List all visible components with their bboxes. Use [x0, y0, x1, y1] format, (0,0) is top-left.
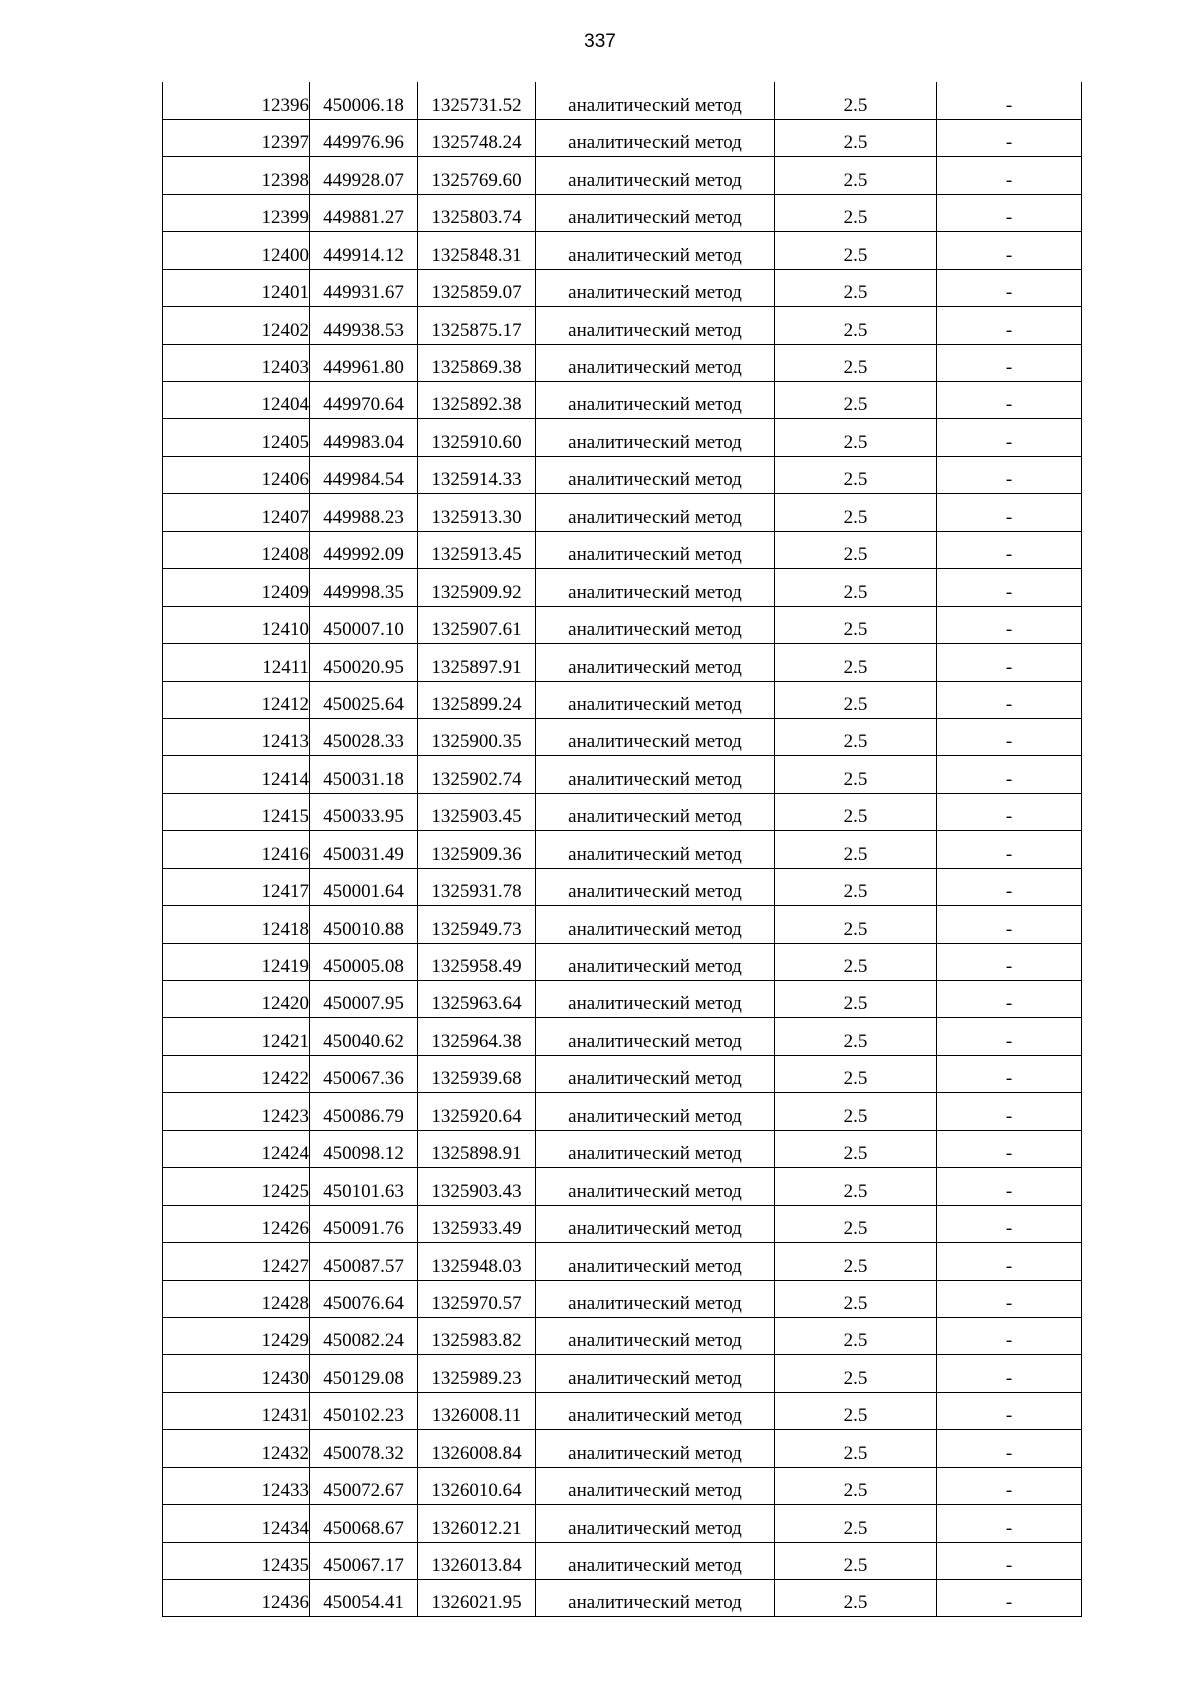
point-number-cell: 12430 — [163, 1355, 310, 1392]
precision-cell: 2.5 — [775, 868, 937, 905]
point-number-cell: 12421 — [163, 1018, 310, 1055]
y-coordinate-cell: 1325931.78 — [418, 868, 536, 905]
x-coordinate-cell: 450067.17 — [310, 1542, 418, 1579]
point-number-cell: 12434 — [163, 1505, 310, 1542]
method-cell: аналитический метод — [536, 1467, 775, 1504]
y-coordinate-cell: 1325875.17 — [418, 307, 536, 344]
y-coordinate-cell: 1325731.52 — [418, 82, 536, 119]
table-row — [163, 1280, 1082, 1317]
method-cell: аналитический метод — [536, 1093, 775, 1130]
x-coordinate-cell: 449961.80 — [310, 344, 418, 381]
table-row — [163, 1055, 1082, 1092]
table-row — [163, 569, 1082, 606]
precision-cell: 2.5 — [775, 1018, 937, 1055]
table-row — [163, 232, 1082, 269]
y-coordinate-cell: 1325913.30 — [418, 494, 536, 531]
x-coordinate-cell: 450033.95 — [310, 793, 418, 830]
method-cell: аналитический метод — [536, 269, 775, 306]
method-cell: аналитический метод — [536, 382, 775, 419]
note-cell: - — [937, 194, 1082, 231]
point-number-cell: 12396 — [163, 82, 310, 119]
y-coordinate-cell: 1325803.74 — [418, 194, 536, 231]
x-coordinate-cell: 450101.63 — [310, 1168, 418, 1205]
method-cell: аналитический метод — [536, 157, 775, 194]
precision-cell: 2.5 — [775, 531, 937, 568]
note-cell: - — [937, 157, 1082, 194]
point-number-cell: 12418 — [163, 906, 310, 943]
y-coordinate-cell: 1325859.07 — [418, 269, 536, 306]
coordinates-table — [162, 82, 1082, 1617]
note-cell: - — [937, 681, 1082, 718]
method-cell: аналитический метод — [536, 456, 775, 493]
point-number-cell: 12398 — [163, 157, 310, 194]
method-cell: аналитический метод — [536, 606, 775, 643]
table-row — [163, 531, 1082, 568]
x-coordinate-cell: 449988.23 — [310, 494, 418, 531]
point-number-cell: 12403 — [163, 344, 310, 381]
x-coordinate-cell: 449881.27 — [310, 194, 418, 231]
y-coordinate-cell: 1325958.49 — [418, 943, 536, 980]
precision-cell: 2.5 — [775, 943, 937, 980]
y-coordinate-cell: 1325913.45 — [418, 531, 536, 568]
method-cell: аналитический метод — [536, 1392, 775, 1429]
x-coordinate-cell: 450031.49 — [310, 831, 418, 868]
y-coordinate-cell: 1325898.91 — [418, 1130, 536, 1167]
note-cell: - — [937, 269, 1082, 306]
method-cell: аналитический метод — [536, 1205, 775, 1242]
method-cell: аналитический метод — [536, 1580, 775, 1617]
x-coordinate-cell: 450086.79 — [310, 1093, 418, 1130]
note-cell: - — [937, 1317, 1082, 1354]
point-number-cell: 12417 — [163, 868, 310, 905]
precision-cell: 2.5 — [775, 1355, 937, 1392]
x-coordinate-cell: 450007.95 — [310, 981, 418, 1018]
precision-cell: 2.5 — [775, 1467, 937, 1504]
point-number-cell: 12433 — [163, 1467, 310, 1504]
table-row — [163, 1355, 1082, 1392]
table-row — [163, 456, 1082, 493]
x-coordinate-cell: 450040.62 — [310, 1018, 418, 1055]
note-cell: - — [937, 82, 1082, 119]
table-row — [163, 1580, 1082, 1617]
precision-cell: 2.5 — [775, 1093, 937, 1130]
table-row — [163, 344, 1082, 381]
precision-cell: 2.5 — [775, 194, 937, 231]
table-row — [163, 1093, 1082, 1130]
note-cell: - — [937, 1467, 1082, 1504]
y-coordinate-cell: 1325963.64 — [418, 981, 536, 1018]
note-cell: - — [937, 1542, 1082, 1579]
table-row — [163, 382, 1082, 419]
note-cell: - — [937, 1130, 1082, 1167]
table-row — [163, 1205, 1082, 1242]
point-number-cell: 12423 — [163, 1093, 310, 1130]
precision-cell: 2.5 — [775, 269, 937, 306]
note-cell: - — [937, 1580, 1082, 1617]
method-cell: аналитический метод — [536, 793, 775, 830]
point-number-cell: 12405 — [163, 419, 310, 456]
x-coordinate-cell: 449938.53 — [310, 307, 418, 344]
note-cell: - — [937, 1018, 1082, 1055]
method-cell: аналитический метод — [536, 1243, 775, 1280]
table-row — [163, 419, 1082, 456]
y-coordinate-cell: 1325902.74 — [418, 756, 536, 793]
method-cell: аналитический метод — [536, 943, 775, 980]
method-cell: аналитический метод — [536, 831, 775, 868]
table-row — [163, 157, 1082, 194]
precision-cell: 2.5 — [775, 1580, 937, 1617]
x-coordinate-cell: 449983.04 — [310, 419, 418, 456]
precision-cell: 2.5 — [775, 307, 937, 344]
table-row — [163, 1243, 1082, 1280]
x-coordinate-cell: 450067.36 — [310, 1055, 418, 1092]
y-coordinate-cell: 1325907.61 — [418, 606, 536, 643]
x-coordinate-cell: 450031.18 — [310, 756, 418, 793]
note-cell: - — [937, 1055, 1082, 1092]
precision-cell: 2.5 — [775, 756, 937, 793]
method-cell: аналитический метод — [536, 307, 775, 344]
method-cell: аналитический метод — [536, 531, 775, 568]
precision-cell: 2.5 — [775, 644, 937, 681]
x-coordinate-cell: 450102.23 — [310, 1392, 418, 1429]
precision-cell: 2.5 — [775, 82, 937, 119]
precision-cell: 2.5 — [775, 119, 937, 156]
method-cell: аналитический метод — [536, 1430, 775, 1467]
note-cell: - — [937, 1205, 1082, 1242]
method-cell: аналитический метод — [536, 569, 775, 606]
note-cell: - — [937, 868, 1082, 905]
x-coordinate-cell: 450028.33 — [310, 718, 418, 755]
point-number-cell: 12422 — [163, 1055, 310, 1092]
note-cell: - — [937, 756, 1082, 793]
method-cell: аналитический метод — [536, 1542, 775, 1579]
point-number-cell: 12406 — [163, 456, 310, 493]
y-coordinate-cell: 1326012.21 — [418, 1505, 536, 1542]
x-coordinate-cell: 450091.76 — [310, 1205, 418, 1242]
table-row — [163, 831, 1082, 868]
method-cell: аналитический метод — [536, 1168, 775, 1205]
method-cell: аналитический метод — [536, 232, 775, 269]
point-number-cell: 12401 — [163, 269, 310, 306]
point-number-cell: 12425 — [163, 1168, 310, 1205]
note-cell: - — [937, 232, 1082, 269]
x-coordinate-cell: 450072.67 — [310, 1467, 418, 1504]
table-row — [163, 718, 1082, 755]
table-row — [163, 1130, 1082, 1167]
point-number-cell: 12426 — [163, 1205, 310, 1242]
method-cell: аналитический метод — [536, 82, 775, 119]
table-row — [163, 981, 1082, 1018]
method-cell: аналитический метод — [536, 419, 775, 456]
precision-cell: 2.5 — [775, 382, 937, 419]
x-coordinate-cell: 450098.12 — [310, 1130, 418, 1167]
note-cell: - — [937, 119, 1082, 156]
point-number-cell: 12428 — [163, 1280, 310, 1317]
precision-cell: 2.5 — [775, 1280, 937, 1317]
precision-cell: 2.5 — [775, 831, 937, 868]
note-cell: - — [937, 906, 1082, 943]
y-coordinate-cell: 1325903.43 — [418, 1168, 536, 1205]
precision-cell: 2.5 — [775, 456, 937, 493]
point-number-cell: 12397 — [163, 119, 310, 156]
table-row — [163, 756, 1082, 793]
x-coordinate-cell: 449928.07 — [310, 157, 418, 194]
coordinates-table-body — [163, 82, 1082, 1617]
y-coordinate-cell: 1325769.60 — [418, 157, 536, 194]
point-number-cell: 12404 — [163, 382, 310, 419]
point-number-cell: 12408 — [163, 531, 310, 568]
table-row — [163, 82, 1082, 119]
precision-cell: 2.5 — [775, 569, 937, 606]
x-coordinate-cell: 450076.64 — [310, 1280, 418, 1317]
table-row — [163, 606, 1082, 643]
table-row — [163, 119, 1082, 156]
note-cell: - — [937, 419, 1082, 456]
method-cell: аналитический метод — [536, 1130, 775, 1167]
note-cell: - — [937, 1168, 1082, 1205]
note-cell: - — [937, 494, 1082, 531]
x-coordinate-cell: 450054.41 — [310, 1580, 418, 1617]
y-coordinate-cell: 1325869.38 — [418, 344, 536, 381]
point-number-cell: 12420 — [163, 981, 310, 1018]
point-number-cell: 12414 — [163, 756, 310, 793]
table-row — [163, 1430, 1082, 1467]
method-cell: аналитический метод — [536, 756, 775, 793]
y-coordinate-cell: 1325909.92 — [418, 569, 536, 606]
precision-cell: 2.5 — [775, 1542, 937, 1579]
precision-cell: 2.5 — [775, 681, 937, 718]
note-cell: - — [937, 1243, 1082, 1280]
y-coordinate-cell: 1325848.31 — [418, 232, 536, 269]
y-coordinate-cell: 1325897.91 — [418, 644, 536, 681]
x-coordinate-cell: 449931.67 — [310, 269, 418, 306]
point-number-cell: 12431 — [163, 1392, 310, 1429]
method-cell: аналитический метод — [536, 1317, 775, 1354]
y-coordinate-cell: 1325939.68 — [418, 1055, 536, 1092]
note-cell: - — [937, 718, 1082, 755]
precision-cell: 2.5 — [775, 981, 937, 1018]
point-number-cell: 12415 — [163, 793, 310, 830]
method-cell: аналитический метод — [536, 344, 775, 381]
method-cell: аналитический метод — [536, 981, 775, 1018]
x-coordinate-cell: 450001.64 — [310, 868, 418, 905]
x-coordinate-cell: 450007.10 — [310, 606, 418, 643]
table-row — [163, 1467, 1082, 1504]
precision-cell: 2.5 — [775, 344, 937, 381]
y-coordinate-cell: 1326008.11 — [418, 1392, 536, 1429]
x-coordinate-cell: 450129.08 — [310, 1355, 418, 1392]
method-cell: аналитический метод — [536, 718, 775, 755]
method-cell: аналитический метод — [536, 1055, 775, 1092]
point-number-cell: 12402 — [163, 307, 310, 344]
point-number-cell: 12413 — [163, 718, 310, 755]
note-cell: - — [937, 606, 1082, 643]
method-cell: аналитический метод — [536, 119, 775, 156]
precision-cell: 2.5 — [775, 1130, 937, 1167]
method-cell: аналитический метод — [536, 1018, 775, 1055]
point-number-cell: 12419 — [163, 943, 310, 980]
note-cell: - — [937, 1093, 1082, 1130]
precision-cell: 2.5 — [775, 1055, 937, 1092]
method-cell: аналитический метод — [536, 494, 775, 531]
note-cell: - — [937, 344, 1082, 381]
note-cell: - — [937, 569, 1082, 606]
table-row — [163, 681, 1082, 718]
y-coordinate-cell: 1325970.57 — [418, 1280, 536, 1317]
y-coordinate-cell: 1325899.24 — [418, 681, 536, 718]
y-coordinate-cell: 1325892.38 — [418, 382, 536, 419]
point-number-cell: 12436 — [163, 1580, 310, 1617]
point-number-cell: 12399 — [163, 194, 310, 231]
y-coordinate-cell: 1325914.33 — [418, 456, 536, 493]
y-coordinate-cell: 1326021.95 — [418, 1580, 536, 1617]
x-coordinate-cell: 449992.09 — [310, 531, 418, 568]
method-cell: аналитический метод — [536, 194, 775, 231]
table-row — [163, 1542, 1082, 1579]
precision-cell: 2.5 — [775, 1505, 937, 1542]
x-coordinate-cell: 450068.67 — [310, 1505, 418, 1542]
table-row — [163, 494, 1082, 531]
y-coordinate-cell: 1325903.45 — [418, 793, 536, 830]
method-cell: аналитический метод — [536, 906, 775, 943]
table-row — [163, 1505, 1082, 1542]
precision-cell: 2.5 — [775, 1168, 937, 1205]
x-coordinate-cell: 450025.64 — [310, 681, 418, 718]
table-row — [163, 943, 1082, 980]
x-coordinate-cell: 449998.35 — [310, 569, 418, 606]
note-cell: - — [937, 831, 1082, 868]
precision-cell: 2.5 — [775, 157, 937, 194]
y-coordinate-cell: 1325910.60 — [418, 419, 536, 456]
point-number-cell: 12410 — [163, 606, 310, 643]
table-row — [163, 906, 1082, 943]
method-cell: аналитический метод — [536, 644, 775, 681]
y-coordinate-cell: 1325920.64 — [418, 1093, 536, 1130]
precision-cell: 2.5 — [775, 1430, 937, 1467]
point-number-cell: 12427 — [163, 1243, 310, 1280]
precision-cell: 2.5 — [775, 718, 937, 755]
point-number-cell: 12407 — [163, 494, 310, 531]
precision-cell: 2.5 — [775, 1392, 937, 1429]
table-row — [163, 269, 1082, 306]
precision-cell: 2.5 — [775, 1243, 937, 1280]
point-number-cell: 12429 — [163, 1317, 310, 1354]
x-coordinate-cell: 449914.12 — [310, 232, 418, 269]
note-cell: - — [937, 1355, 1082, 1392]
table-row — [163, 1168, 1082, 1205]
note-cell: - — [937, 644, 1082, 681]
point-number-cell: 12424 — [163, 1130, 310, 1167]
point-number-cell: 12432 — [163, 1430, 310, 1467]
x-coordinate-cell: 450078.32 — [310, 1430, 418, 1467]
note-cell: - — [937, 307, 1082, 344]
x-coordinate-cell: 449984.54 — [310, 456, 418, 493]
note-cell: - — [937, 1392, 1082, 1429]
y-coordinate-cell: 1325983.82 — [418, 1317, 536, 1354]
x-coordinate-cell: 450082.24 — [310, 1317, 418, 1354]
x-coordinate-cell: 450006.18 — [310, 82, 418, 119]
x-coordinate-cell: 449976.96 — [310, 119, 418, 156]
method-cell: аналитический метод — [536, 1280, 775, 1317]
y-coordinate-cell: 1326008.84 — [418, 1430, 536, 1467]
note-cell: - — [937, 981, 1082, 1018]
y-coordinate-cell: 1326013.84 — [418, 1542, 536, 1579]
point-number-cell: 12412 — [163, 681, 310, 718]
table-row — [163, 793, 1082, 830]
precision-cell: 2.5 — [775, 1317, 937, 1354]
note-cell: - — [937, 943, 1082, 980]
precision-cell: 2.5 — [775, 419, 937, 456]
page-number: 337 — [584, 31, 616, 52]
note-cell: - — [937, 1505, 1082, 1542]
y-coordinate-cell: 1325964.38 — [418, 1018, 536, 1055]
table-row — [163, 1018, 1082, 1055]
table-row — [163, 1317, 1082, 1354]
table-row — [163, 194, 1082, 231]
note-cell: - — [937, 1430, 1082, 1467]
note-cell: - — [937, 1280, 1082, 1317]
y-coordinate-cell: 1325948.03 — [418, 1243, 536, 1280]
note-cell: - — [937, 793, 1082, 830]
x-coordinate-cell: 450087.57 — [310, 1243, 418, 1280]
precision-cell: 2.5 — [775, 906, 937, 943]
y-coordinate-cell: 1325909.36 — [418, 831, 536, 868]
point-number-cell: 12400 — [163, 232, 310, 269]
y-coordinate-cell: 1326010.64 — [418, 1467, 536, 1504]
note-cell: - — [937, 456, 1082, 493]
x-coordinate-cell: 450005.08 — [310, 943, 418, 980]
table-row — [163, 1392, 1082, 1429]
table-row — [163, 307, 1082, 344]
note-cell: - — [937, 382, 1082, 419]
precision-cell: 2.5 — [775, 606, 937, 643]
point-number-cell: 12409 — [163, 569, 310, 606]
x-coordinate-cell: 450020.95 — [310, 644, 418, 681]
y-coordinate-cell: 1325748.24 — [418, 119, 536, 156]
table-row — [163, 868, 1082, 905]
precision-cell: 2.5 — [775, 232, 937, 269]
method-cell: аналитический метод — [536, 1355, 775, 1392]
precision-cell: 2.5 — [775, 494, 937, 531]
table-row — [163, 644, 1082, 681]
point-number-cell: 12435 — [163, 1542, 310, 1579]
x-coordinate-cell: 450010.88 — [310, 906, 418, 943]
y-coordinate-cell: 1325989.23 — [418, 1355, 536, 1392]
point-number-cell: 12416 — [163, 831, 310, 868]
y-coordinate-cell: 1325900.35 — [418, 718, 536, 755]
x-coordinate-cell: 449970.64 — [310, 382, 418, 419]
precision-cell: 2.5 — [775, 793, 937, 830]
method-cell: аналитический метод — [536, 868, 775, 905]
precision-cell: 2.5 — [775, 1205, 937, 1242]
y-coordinate-cell: 1325933.49 — [418, 1205, 536, 1242]
y-coordinate-cell: 1325949.73 — [418, 906, 536, 943]
method-cell: аналитический метод — [536, 1505, 775, 1542]
method-cell: аналитический метод — [536, 681, 775, 718]
point-number-cell: 12411 — [163, 644, 310, 681]
note-cell: - — [937, 531, 1082, 568]
